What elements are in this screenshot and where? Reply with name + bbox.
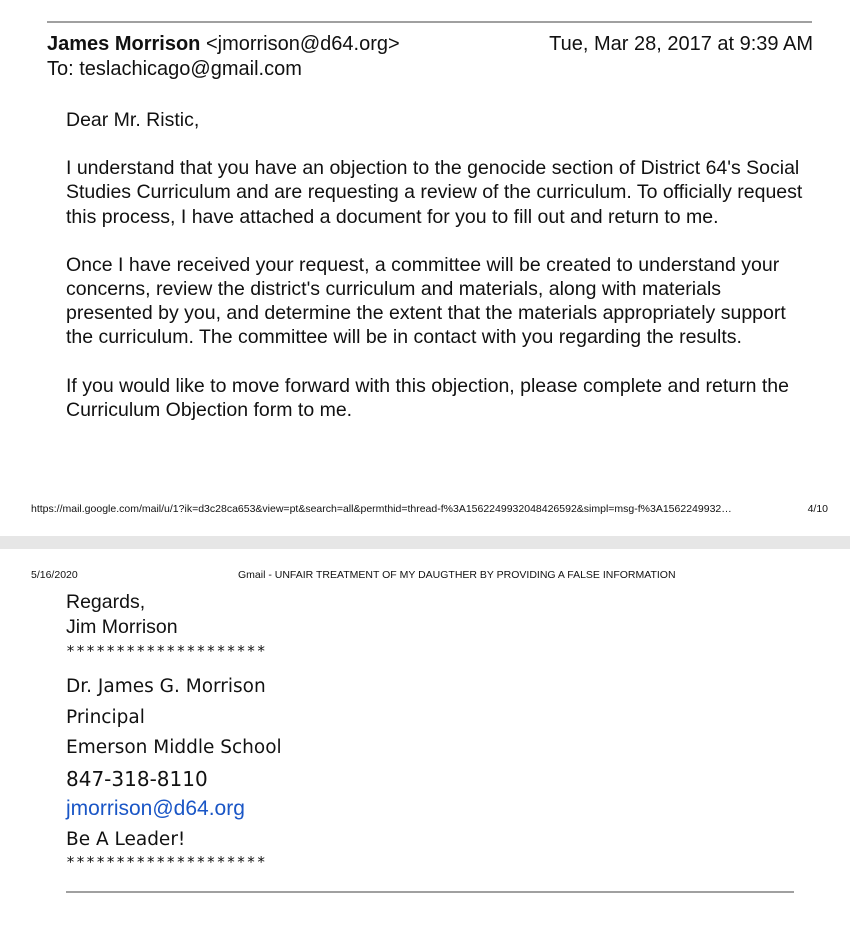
signature-stars-top: ******************** xyxy=(66,642,267,660)
signature-phone: 847-318-8110 xyxy=(66,766,208,791)
recipient: To: teslachicago@gmail.com xyxy=(47,58,302,80)
regards: Regards, xyxy=(66,591,146,613)
body-paragraph-3: If you would like to move forward with this objection, please complete and return the Curriculum Objection form to me. xyxy=(66,374,789,421)
signature-role: Principal xyxy=(66,706,145,728)
signature-block xyxy=(66,672,282,855)
email-body xyxy=(66,108,806,446)
bottom-divider xyxy=(66,891,794,893)
sender-name: James Morrison xyxy=(47,33,201,55)
signoff-name: Jim Morrison xyxy=(66,615,178,638)
print-footer-url: https://mail.google.com/mail/u/1?ik=d3c28ca653&view=pt&search=all&permthid=thread-f%3A1562249932048426592&simpl=msg-f%3A1562249932… xyxy=(31,503,732,515)
signature-motto: Be A Leader! xyxy=(66,828,186,850)
body-paragraph-1: I understand that you have an objection to the genocide section of District 64's Social Studies Curriculum and are requesting a review of the curriculum. To officially request this process, I have attached a document for you to fill out and return to me. xyxy=(66,157,803,228)
body-paragraph-2: Once I have received your request, a committee will be created to understand your concerns, review the district's curriculum and materials, along with materials presented by you, and determine the extent that the materials appropriately support the curriculum. The committee will be in contact with you regarding the results. xyxy=(66,253,786,349)
sender-email: <jmorrison@d64.org> xyxy=(205,33,400,55)
sender xyxy=(47,33,400,56)
salutation: Dear Mr. Ristic, xyxy=(66,109,200,131)
print-header-title: Gmail - UNFAIR TREATMENT OF MY DAUGTHER BY PROVIDING A FALSE INFORMATION xyxy=(238,569,676,581)
email-date: Tue, Mar 28, 2017 at 9:39 AM xyxy=(549,33,813,55)
signoff xyxy=(66,590,267,664)
print-header-date: 5/16/2020 xyxy=(31,569,78,581)
page-number: 4/10 xyxy=(807,503,828,515)
page-break xyxy=(0,536,850,549)
top-divider xyxy=(47,21,812,23)
signature-full-name: Dr. James G. Morrison xyxy=(66,676,266,697)
signature-school: Emerson Middle School xyxy=(66,737,282,758)
signature-stars-bottom: ******************** xyxy=(66,853,267,871)
signature-email-link[interactable]: jmorrison@d64.org xyxy=(66,797,245,820)
